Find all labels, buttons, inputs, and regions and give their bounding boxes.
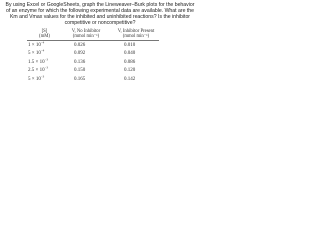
velocity-inhibitor-present: 0.040 <box>124 51 136 57</box>
data-table <box>27 30 159 88</box>
substrate-concentration: $1.5 \times 10^{-3}$ <box>28 57 48 65</box>
inhibitor-present-header: V, Inhibitor Present (mmol min⁻¹) <box>117 29 155 39</box>
velocity-no-inhibitor: 0.136 <box>74 59 86 65</box>
velocity-no-inhibitor: 0.026 <box>74 43 86 48</box>
table-row <box>27 73 159 84</box>
velocity-inhibitor-present: 0.086 <box>124 59 136 65</box>
velocity-no-inhibitor: 0.150 <box>74 68 86 74</box>
velocity-no-inhibitor: 0.092 <box>74 51 86 57</box>
problem-statement: By using Excel or GoogleSheets, graph the Lineweaver–Burk plots for the behavior of an enzyme for which the following experimental data are available. What are the Km and Vmax values for the inhibited and uninhibited reactions? Is the inhibitor competitive or noncompetitive? <box>5 2 195 26</box>
table-row <box>27 67 159 75</box>
substrate-concentration: $2.5 \times 10^{-3}$ <box>28 65 48 74</box>
velocity-inhibitor-present: 0.142 <box>124 76 136 82</box>
substrate-concentration: $1 \times 10^{-4}$ <box>28 40 45 48</box>
table-header <box>27 30 159 41</box>
header-divider <box>27 40 159 41</box>
table-body <box>27 42 159 84</box>
substrate-concentration: $5 \times 10^{-3}$ <box>28 73 45 82</box>
velocity-inhibitor-present: 0.120 <box>124 68 136 74</box>
velocity-inhibitor-present: 0.010 <box>124 43 136 48</box>
substrate-concentration: $5 \times 10^{-4}$ <box>28 48 45 57</box>
velocity-no-inhibitor: 0.165 <box>74 76 86 82</box>
no-inhibitor-header: V, No Inhibitor (mmol min⁻¹) <box>71 29 101 39</box>
substrate-header: [S] (mM) <box>39 29 50 39</box>
table-row <box>27 42 159 50</box>
